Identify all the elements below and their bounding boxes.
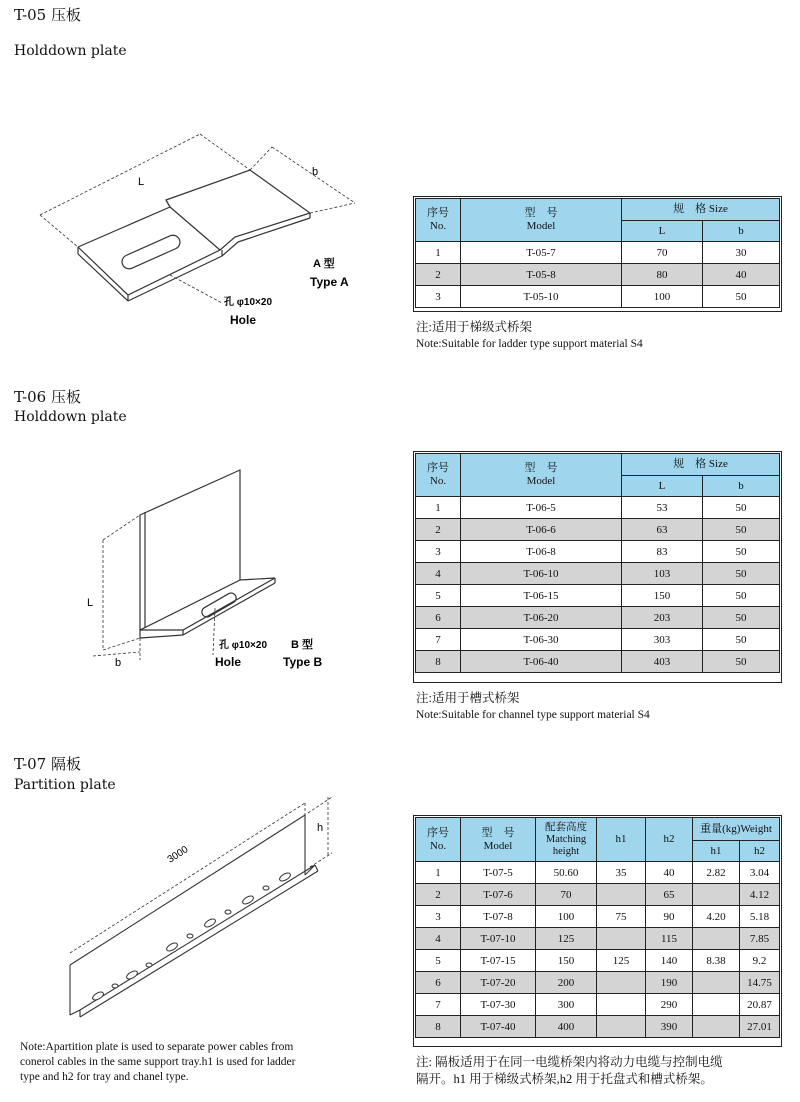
t05-th-b: b <box>703 221 780 242</box>
table-row: 2 T-07-6 70 65 4.12 <box>416 884 780 906</box>
t05-type-en: Type A <box>310 275 349 289</box>
t06-spec-table <box>415 453 780 673</box>
table-row: 1 T-07-5 50.60 35 40 2.82 3.04 <box>416 862 780 884</box>
t07-title: T-07 隔板 <box>14 755 81 773</box>
t06-type-en: Type B <box>283 655 323 669</box>
t07-th-match: 配套高度 Matching height <box>536 818 597 862</box>
table-row: 3 T-07-8 100 75 90 4.20 5.18 <box>416 906 780 928</box>
table-row: 4 T-07-10 125 115 7.85 <box>416 928 780 950</box>
t06-dim-L: L <box>87 597 94 609</box>
t07-th-model: 型 号 Model <box>461 818 536 862</box>
table-row: 5 T-06-15 150 50 <box>416 585 780 607</box>
t05-dim-L: L <box>138 176 145 188</box>
t05-note-en: Note:Suitable for ladder type support material S4 <box>416 338 643 350</box>
t06-th-size: 规 格 Size <box>622 454 780 476</box>
table-row: 5 T-07-15 150 125 140 8.38 9.2 <box>416 950 780 972</box>
t05-figure <box>10 125 400 345</box>
t07-figure <box>60 785 360 1025</box>
table-row: 1 T-06-5 53 50 <box>416 497 780 519</box>
t07-th-weight: 重量(kg)Weight <box>693 818 780 841</box>
t06-note-cn: 注:适用于槽式桥架 <box>416 691 520 705</box>
t05-subtitle: Holddown plate <box>14 43 127 59</box>
table-row: 6 T-07-20 200 190 14.75 <box>416 972 780 994</box>
table-row: 3 T-06-8 83 50 <box>416 541 780 563</box>
t06-hole-en: Hole <box>215 655 242 669</box>
table-row: 4 T-06-10 103 50 <box>416 563 780 585</box>
t07-th-no: 序号 No. <box>416 818 461 862</box>
table-row: 2 T-05-8 80 40 <box>416 264 780 286</box>
t07-th-w1: h1 <box>693 841 740 862</box>
t07-th-h1: h1 <box>597 818 646 862</box>
t05-spec-table <box>415 198 780 308</box>
t06-subtitle: Holddown plate <box>14 409 127 425</box>
t05-hole-cn: 孔 φ10×20 <box>224 297 273 308</box>
t05-type-cn: A 型 <box>313 258 335 270</box>
t06-th-L: L <box>622 476 703 497</box>
t06-hole-cn: 孔 φ10×20 <box>219 640 268 651</box>
t06-dim-b: b <box>115 657 122 669</box>
table-row: 8 T-07-40 400 390 27.01 <box>416 1016 780 1038</box>
t05-th-L: L <box>622 221 703 242</box>
t05-th-no: 序号 No. <box>416 199 461 242</box>
t05-title: T-05 压板 <box>14 6 81 24</box>
t06-note-en: Note:Suitable for channel type support material S4 <box>416 709 650 721</box>
table-row: 7 T-06-30 303 50 <box>416 629 780 651</box>
t06-title: T-06 压板 <box>14 388 81 406</box>
t05-dim-b: b <box>312 166 319 178</box>
t07-note-en: Note:Apartition plate is used to separate power cables from conerol cables in the same support tray.h1 is used for ladder type and h2 for tray and chanel type. <box>20 1041 296 1083</box>
table-row: 1 T-05-7 70 30 <box>416 242 780 264</box>
t05-th-size: 规 格 Size <box>622 199 780 221</box>
t06-type-cn: B 型 <box>291 639 313 651</box>
t07-note-cn: 注: 隔板适用于在同一电缆桥架内将动力电缆与控制电缆 隔开。h1 用于梯级式桥架,h2 用于托盘式和槽式桥架。 <box>416 1055 723 1086</box>
t07-th-h2: h2 <box>646 818 693 862</box>
t06-th-no: 序号 No. <box>416 454 461 497</box>
t05-th-model: 型 号 Model <box>461 199 622 242</box>
t07-dim-length: 3000 <box>165 844 191 866</box>
table-row: 3 T-05-10 100 50 <box>416 286 780 308</box>
t05-note-cn: 注:适用于梯级式桥架 <box>416 320 532 334</box>
table-row: 6 T-06-20 203 50 <box>416 607 780 629</box>
t07-th-w2: h2 <box>740 841 780 862</box>
t06-figure <box>75 460 375 690</box>
t07-dim-h: h <box>317 822 324 834</box>
t06-th-model: 型 号 Model <box>461 454 622 497</box>
t07-spec-table <box>415 817 780 1038</box>
t07-subtitle: Partition plate <box>14 777 116 793</box>
t05-hole-en: Hole <box>230 313 257 327</box>
t06-th-b: b <box>703 476 780 497</box>
table-row: 8 T-06-40 403 50 <box>416 651 780 673</box>
table-row: 2 T-06-6 63 50 <box>416 519 780 541</box>
table-row: 7 T-07-30 300 290 20.87 <box>416 994 780 1016</box>
